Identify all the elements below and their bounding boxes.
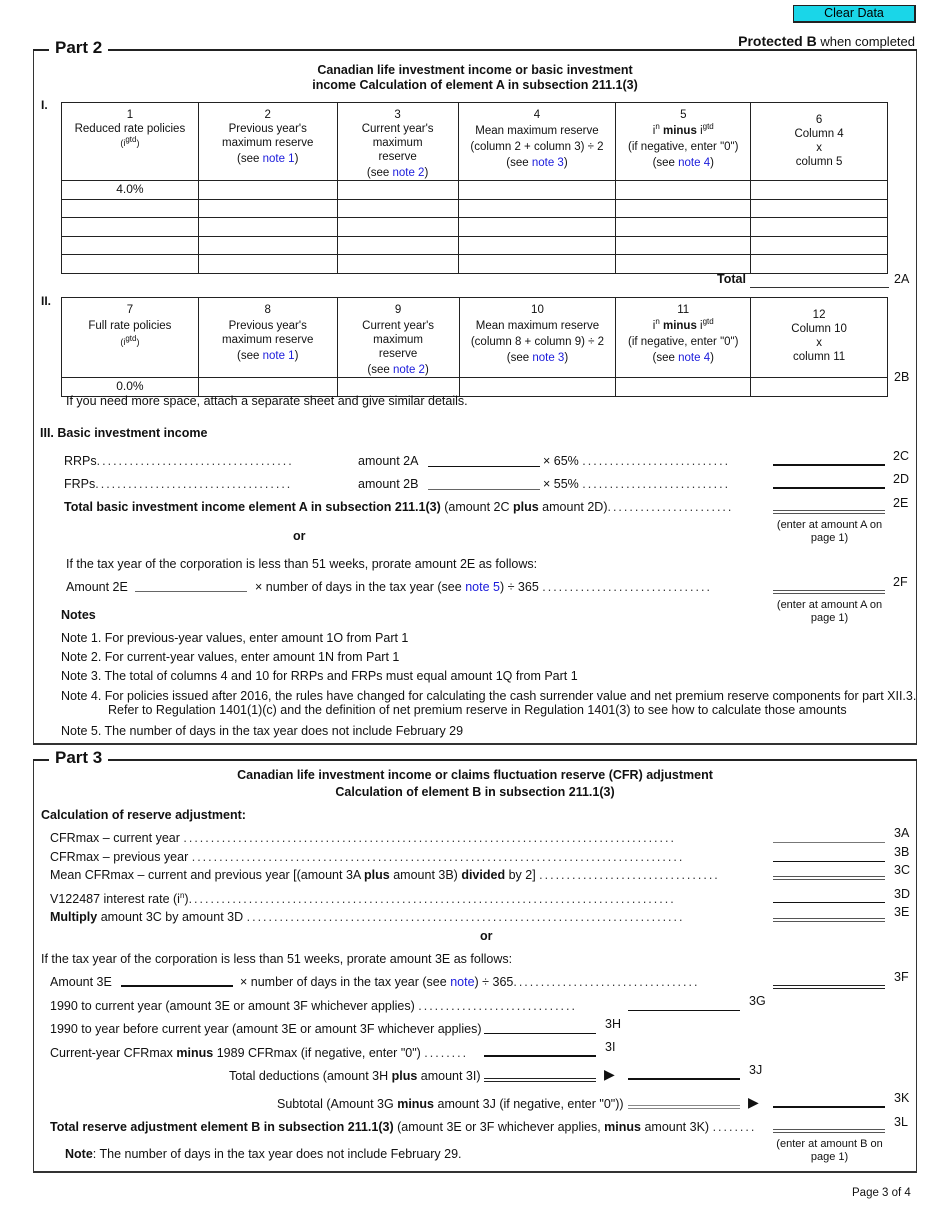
input-cell[interactable] xyxy=(337,236,458,255)
input-cell[interactable] xyxy=(62,218,199,237)
code-3k: 3K xyxy=(894,1091,910,1105)
section-1-label: I. xyxy=(41,98,48,112)
input-cell[interactable] xyxy=(62,255,199,274)
part-3-title: Part 3 xyxy=(49,748,108,768)
amount-3d-field[interactable] xyxy=(773,902,885,903)
col-header-4: 4 Mean maximum reserve (column 2 + column 3) ÷ 2 (see note 3) xyxy=(458,103,616,181)
total-2a-field[interactable] xyxy=(750,287,889,288)
note-link[interactable]: note xyxy=(450,975,475,989)
input-cell[interactable] xyxy=(198,218,337,237)
note-5: Note 5. The number of days in the tax year does not include February 29 xyxy=(61,724,464,738)
input-cell[interactable] xyxy=(751,255,888,274)
input-cell[interactable] xyxy=(616,378,751,397)
code-3e: 3E xyxy=(894,905,910,919)
amount-3a-field[interactable] xyxy=(773,842,885,843)
input-cell[interactable] xyxy=(198,255,337,274)
table-header-row xyxy=(62,103,888,181)
col-header-3: 3 Current year's maximum reserve (see note 2) xyxy=(337,103,458,181)
input-cell[interactable] xyxy=(337,181,458,200)
part-2-heading: Canadian life investment income or basic investment income Calculation of element A in subsection 211.1(3) xyxy=(312,63,638,92)
page-number: Page 3 of 4 xyxy=(852,1187,911,1199)
code-2c: 2C xyxy=(893,449,909,463)
1990-current-label: 1990 to current year (amount 3E or amount 3F whichever applies) ............................. xyxy=(50,999,577,1013)
1990-previous-label: 1990 to year before current year (amount 3E or amount 3F whichever applies) xyxy=(50,1022,482,1036)
prorate-formula: × number of days in the tax year (see note 5) ÷ 365 ............................... xyxy=(255,580,712,594)
amount-3j-sub-field[interactable] xyxy=(484,1078,596,1082)
feb-29-note: Note: The number of days in the tax year does not include February 29. xyxy=(65,1147,462,1161)
amount-3c-field[interactable] xyxy=(773,876,885,880)
enter-amount-b-note: (enter at amount B on page 1) xyxy=(776,1138,883,1163)
note-3-link[interactable]: note 3 xyxy=(532,352,565,364)
amount-3l-field[interactable] xyxy=(773,1129,885,1133)
note-4: Note 4. For policies issued after 2016, the rules have changed for calculating the cash surrender value and net premium reserve components for part XII.3. xyxy=(61,689,917,703)
cfrmax-previous-label: CFRmax – previous year .......................................................................................... xyxy=(50,850,685,864)
full-rate-table xyxy=(61,297,888,397)
or-label: or xyxy=(293,529,306,543)
code-2d: 2D xyxy=(893,472,909,486)
col-header-10: 10 Mean maximum reserve (column 8 + column 9) ÷ 2 (see note 3) xyxy=(459,298,616,378)
amount-2d-field[interactable] xyxy=(773,487,885,489)
reduced-rate-table xyxy=(61,102,888,274)
table-row xyxy=(62,181,888,200)
input-cell[interactable] xyxy=(751,378,888,397)
multiply-label: Multiply amount 3C by amount 3D ................................................................................ xyxy=(50,910,685,924)
enter-amount-a-note: (enter at amount A on page 1) xyxy=(776,519,883,544)
table-header-row xyxy=(62,298,888,378)
total-basic-income-label: Total basic investment income element A in subsection 211.1(3) (amount 2C plus amount 2D)....................... xyxy=(64,500,734,514)
amount-2b-label: amount 2B xyxy=(358,477,419,491)
clear-data-button[interactable]: Clear Data xyxy=(793,5,916,23)
input-cell[interactable] xyxy=(751,236,888,255)
section-3-title: III. Basic investment income xyxy=(40,426,208,440)
code-2b: 2B xyxy=(894,370,910,384)
amount-3k-sub-field[interactable] xyxy=(628,1105,740,1109)
input-cell[interactable] xyxy=(337,255,458,274)
amount-2a-label: amount 2A xyxy=(358,454,419,468)
mean-cfrmax-label: Mean CFRmax – current and previous year [(amount 3A plus amount 3B) divided by 2] ................................. xyxy=(50,868,720,882)
note-3: Note 3. The total of columns 4 and 10 for RRPs and FRPs must equal amount 1Q from Part 1 xyxy=(61,669,578,683)
input-cell[interactable] xyxy=(616,218,751,237)
note-4-link[interactable]: note 4 xyxy=(678,352,711,364)
part-2-border xyxy=(33,49,917,51)
subtotal-label: Subtotal (Amount 3G minus amount 3J (if negative, enter "0")) xyxy=(277,1097,624,1111)
input-cell[interactable] xyxy=(459,378,616,397)
amount-3g-field[interactable] xyxy=(628,1010,740,1011)
input-cell[interactable] xyxy=(198,236,337,255)
amount-3f-field[interactable] xyxy=(773,985,885,989)
amount-3i-field[interactable] xyxy=(484,1055,596,1057)
code-3a: 3A xyxy=(894,826,910,840)
code-3g: 3G xyxy=(749,994,766,1008)
code-3j: 3J xyxy=(749,1063,763,1077)
rate-cell[interactable]: 4.0% xyxy=(62,181,199,200)
table-row xyxy=(62,236,888,255)
rate-cell[interactable]: 0.0% xyxy=(62,378,199,397)
amount-2f-field[interactable] xyxy=(773,590,885,594)
prorate-formula-3: × number of days in the tax year (see note) ÷ 365.................................. xyxy=(240,975,700,989)
col-header-1: 1 Reduced rate policies $(i^{gtd})$ xyxy=(62,103,199,181)
code-3h: 3H xyxy=(605,1017,621,1031)
code-2e: 2E xyxy=(893,496,909,510)
part-3-heading: Canadian life investment income or claims fluctuation reserve (CFR) adjustment Calculation of element B in subsection 211.1(3) xyxy=(237,768,713,799)
note-4-continued: Refer to Regulation 1401(1)(c) and the definition of net premium reserve in Regulation 1401(3) to see how to calculate those amounts xyxy=(108,703,847,717)
amount-3j-field[interactable] xyxy=(628,1078,740,1080)
cfrmax-current-label: CFRmax – current year .......................................................................................... xyxy=(50,831,676,845)
input-cell[interactable] xyxy=(616,181,751,200)
arrow-right-icon: ▶ xyxy=(604,1066,615,1082)
amount-3k-field[interactable] xyxy=(773,1106,885,1108)
amount-3e-field[interactable] xyxy=(773,918,885,922)
input-cell[interactable] xyxy=(751,218,888,237)
input-cell[interactable] xyxy=(616,199,751,218)
interest-rate-label: V122487 interest rate $(i^n)$......................................................................................... xyxy=(50,890,676,906)
amount-3e-prorate-field[interactable] xyxy=(121,985,233,987)
rrps-label: RRPs.................................... xyxy=(64,454,294,468)
col-header-12: 12 Column 10 x column 11 xyxy=(751,298,888,378)
rrps-rate: × 65% ........................... xyxy=(543,454,731,468)
part-2-title: Part 2 xyxy=(49,38,108,58)
note-2: Note 2. For current-year values, enter amount 1N from Part 1 xyxy=(61,650,400,664)
note-2-link[interactable]: note 2 xyxy=(392,364,425,376)
amount-2b-field[interactable] xyxy=(428,489,540,490)
input-cell[interactable] xyxy=(458,181,616,200)
total-deductions-label: Total deductions (amount 3H plus amount 3I) xyxy=(229,1069,481,1083)
amount-2e-field[interactable] xyxy=(773,510,885,514)
code-3b: 3B xyxy=(894,845,910,859)
code-3l: 3L xyxy=(894,1115,908,1129)
input-cell[interactable] xyxy=(616,236,751,255)
more-space-note: If you need more space, attach a separate sheet and give similar details. xyxy=(66,394,468,408)
input-cell[interactable] xyxy=(458,236,616,255)
amount-3b-field[interactable] xyxy=(773,861,885,862)
input-cell[interactable] xyxy=(616,255,751,274)
code-3i: 3I xyxy=(605,1040,616,1054)
enter-amount-a-note-2: (enter at amount A on page 1) xyxy=(776,599,883,624)
total-reserve-adjustment-label: Total reserve adjustment element B in subsection 211.1(3) (amount 3E or 3F whichever applies, minus amount 3K) ........ xyxy=(50,1120,757,1134)
frps-rate: × 55% ........................... xyxy=(543,477,731,491)
input-cell[interactable] xyxy=(458,218,616,237)
table-row xyxy=(62,255,888,274)
amount-3e-label: Amount 3E xyxy=(50,975,112,989)
note-1-link[interactable]: note 1 xyxy=(262,153,295,165)
table-row xyxy=(62,218,888,237)
code-3c: 3C xyxy=(894,863,910,877)
total-label: Total xyxy=(717,272,746,286)
input-cell[interactable] xyxy=(198,199,337,218)
col-header-5: 5 $i^n$ minus $i^{gtd}$ (if negative, enter "0") (see note 4) xyxy=(616,103,751,181)
input-cell[interactable] xyxy=(458,255,616,274)
input-cell[interactable] xyxy=(751,199,888,218)
amount-2c-field[interactable] xyxy=(773,464,885,466)
code-3d: 3D xyxy=(894,887,910,901)
col-header-7: 7 Full rate policies $(i^{gtd})$ xyxy=(62,298,199,378)
amount-2e-prorate-field[interactable] xyxy=(135,591,247,592)
prorate-instruction-3: If the tax year of the corporation is less than 51 weeks, prorate amount 3E as follows: xyxy=(41,952,513,966)
col-header-11: 11 $i^n$ minus $i^{gtd}$ (if negative, enter "0") (see note 4) xyxy=(616,298,751,378)
amount-3h-field[interactable] xyxy=(484,1033,596,1034)
cfrmax-diff-label: Current-year CFRmax minus 1989 CFRmax (if negative, enter "0") ........ xyxy=(50,1046,469,1060)
calc-reserve-title: Calculation of reserve adjustment: xyxy=(41,808,246,822)
code-3f: 3F xyxy=(894,970,909,984)
col-header-6: 6 Column 4 x column 5 xyxy=(751,103,888,181)
amount-2e-label: Amount 2E xyxy=(66,580,128,594)
arrow-right-icon: ▶ xyxy=(748,1094,759,1110)
note-1: Note 1. For previous-year values, enter amount 1O from Part 1 xyxy=(61,631,409,645)
prorate-instruction: If the tax year of the corporation is less than 51 weeks, prorate amount 2E as follows: xyxy=(66,557,538,571)
col-header-8: 8 Previous year's maximum reserve (see note 1) xyxy=(198,298,337,378)
input-cell[interactable] xyxy=(337,218,458,237)
col-header-9: 9 Current year's maximum reserve (see note 2) xyxy=(337,298,459,378)
frps-label: FRPs.................................... xyxy=(64,477,293,491)
part-3-border xyxy=(33,759,917,761)
input-cell[interactable] xyxy=(62,236,199,255)
note-1-link[interactable]: note 1 xyxy=(262,350,295,362)
note-4-link[interactable]: note 4 xyxy=(678,157,711,169)
or-label-2: or xyxy=(480,929,493,943)
input-cell[interactable] xyxy=(458,199,616,218)
section-2-label: II. xyxy=(41,294,52,308)
code-2a: 2A xyxy=(894,272,910,286)
col-header-2: 2 Previous year's maximum reserve (see note 1) xyxy=(198,103,337,181)
amount-2a-field[interactable] xyxy=(428,466,540,467)
input-cell[interactable] xyxy=(751,181,888,200)
input-cell[interactable] xyxy=(62,199,199,218)
note-3-link[interactable]: note 3 xyxy=(531,157,564,169)
input-cell[interactable] xyxy=(198,181,337,200)
code-2f: 2F xyxy=(893,575,908,589)
notes-title: Notes xyxy=(61,608,96,622)
table-row xyxy=(62,199,888,218)
input-cell[interactable] xyxy=(337,199,458,218)
protected-b-label: Protected B when completed xyxy=(738,33,915,49)
note-2-link[interactable]: note 2 xyxy=(392,167,425,179)
note-5-link[interactable]: note 5 xyxy=(465,580,500,594)
